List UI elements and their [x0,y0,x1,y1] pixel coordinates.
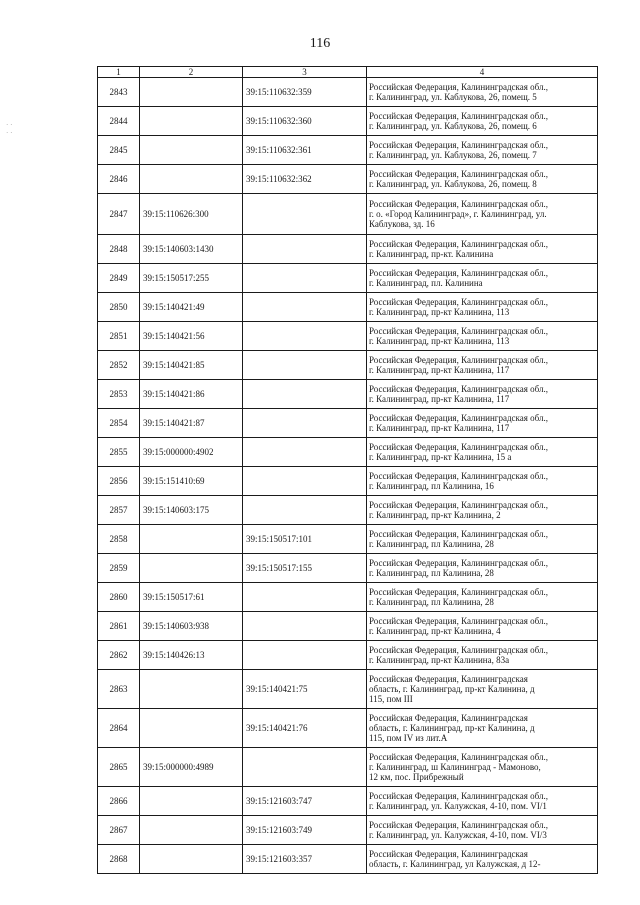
address: Российская Федерация, Калининградская обл., г. Калининград, пл Калинина, 16 [367,467,598,496]
cadastral-number-col3: 39:15:110632:360 [243,107,367,136]
cadastral-number-col2 [140,554,243,583]
cadastral-number-col2 [140,845,243,874]
cadastral-number-col2: 39:15:140603:1430 [140,235,243,264]
cadastral-number-col3 [243,194,367,235]
address: Российская Федерация, Калининградская обл., г. Калининград, пл Калинина, 28 [367,525,598,554]
cadastral-number-col2 [140,136,243,165]
table-row [98,583,598,612]
address: Российская Федерация, Калининградская область, г. Калининград, пр-кт Калинина, д 115, пом III [367,670,598,709]
cadastral-number-col2: 39:15:140421:87 [140,409,243,438]
header-row [98,67,598,78]
row-number: 2861 [98,612,140,641]
table-row [98,293,598,322]
table-row [98,438,598,467]
cadastral-number-col2: 39:15:140421:86 [140,380,243,409]
row-number: 2864 [98,709,140,748]
table-row [98,467,598,496]
row-number: 2846 [98,165,140,194]
cadastral-number-col3: 39:15:110632:361 [243,136,367,165]
row-number: 2854 [98,409,140,438]
table-row [98,235,598,264]
table-row [98,194,598,235]
table-row [98,380,598,409]
cadastral-number-col2 [140,816,243,845]
cadastral-number-col3 [243,380,367,409]
address: Российская Федерация, Калининградская обл., г. Калининград, пр-кт Калинина, 113 [367,322,598,351]
table-row [98,322,598,351]
cadastral-number-col2 [140,709,243,748]
address: Российская Федерация, Калининградская обл., г. о. «Город Калининград», г. Калининград, ул. Каблукова, зд. 16 [367,194,598,235]
row-number: 2859 [98,554,140,583]
cadastral-number-col2 [140,525,243,554]
table-row [98,612,598,641]
address: Российская Федерация, Калининградская обл., г. Калининград, ул. Калужская, 4-10, пом. VI/1 [367,787,598,816]
address: Российская Федерация, Калининградская обл., г. Калининград, пр-кт Калинина, 83а [367,641,598,670]
register-table [97,66,598,874]
cadastral-number-col2: 39:15:140426:13 [140,641,243,670]
table-row [98,264,598,293]
row-number: 2844 [98,107,140,136]
table-row [98,409,598,438]
table-row [98,525,598,554]
cadastral-number-col3 [243,641,367,670]
cadastral-number-col3: 39:15:121603:357 [243,845,367,874]
cadastral-number-col3: 39:15:140421:75 [243,670,367,709]
address: Российская Федерация, Калининградская область, г. Калининград, ул Калужская, д 12- [367,845,598,874]
cadastral-number-col2: 39:15:140421:49 [140,293,243,322]
address: Российская Федерация, Калининградская обл., г. Калининград, пр-кт Калинина, 117 [367,351,598,380]
header-col-2: 2 [140,67,243,78]
row-number: 2852 [98,351,140,380]
row-number: 2853 [98,380,140,409]
cadastral-number-col2: 39:15:000000:4989 [140,748,243,787]
table-row [98,787,598,816]
row-number: 2857 [98,496,140,525]
cadastral-number-col3: 39:15:110632:359 [243,78,367,107]
address: Российская Федерация, Калининградская обл., г. Калининград, ул. Каблукова, 26, помещ. 8 [367,165,598,194]
cadastral-number-col2 [140,165,243,194]
cadastral-number-col2: 39:15:140603:175 [140,496,243,525]
address: Российская Федерация, Калининградская обл., г. Калининград, пл Калинина, 28 [367,554,598,583]
cadastral-number-col3: 39:15:121603:747 [243,787,367,816]
cadastral-number-col2 [140,787,243,816]
row-number: 2858 [98,525,140,554]
cadastral-number-col2 [140,78,243,107]
cadastral-number-col2: 39:15:000000:4902 [140,438,243,467]
cadastral-number-col3 [243,322,367,351]
row-number: 2848 [98,235,140,264]
cadastral-number-col2: 39:15:140421:56 [140,322,243,351]
address: Российская Федерация, Калининградская обл., г. Калининград, пл Калинина, 28 [367,583,598,612]
table-row [98,748,598,787]
cadastral-number-col3 [243,496,367,525]
cadastral-number-col2: 39:15:151410:69 [140,467,243,496]
row-number: 2865 [98,748,140,787]
cadastral-number-col2 [140,107,243,136]
row-number: 2860 [98,583,140,612]
row-number: 2856 [98,467,140,496]
row-number: 2867 [98,816,140,845]
address: Российская Федерация, Калининградская обл., г. Калининград, ул. Каблукова, 26, помещ. 5 [367,78,598,107]
address: Российская Федерация, Калининградская обл., г. Калининград, пр-кт Калинина, 117 [367,409,598,438]
cadastral-number-col3 [243,583,367,612]
address: Российская Федерация, Калининградская обл., г. Калининград, пр-кт Калинина, 2 [367,496,598,525]
table-row [98,351,598,380]
table-row [98,78,598,107]
cadastral-number-col3: 39:15:110632:362 [243,165,367,194]
table-row [98,136,598,165]
page-number: 116 [309,36,331,51]
cadastral-number-col3: 39:15:150517:101 [243,525,367,554]
address: Российская Федерация, Калининградская обл., г. Калининград, пл. Калинина [367,264,598,293]
cadastral-number-col3 [243,235,367,264]
cadastral-number-col3: 39:15:121603:749 [243,816,367,845]
table-row [98,670,598,709]
cadastral-number-col3: 39:15:150517:155 [243,554,367,583]
table-row [98,554,598,583]
address: Российская Федерация, Калининградская обл., г. Калининград, ш Калининград - Мамоново, 12 км, пос. Прибрежный [367,748,598,787]
cadastral-number-col3 [243,748,367,787]
cadastral-number-col3 [243,264,367,293]
cadastral-number-col3 [243,612,367,641]
cadastral-number-col3 [243,351,367,380]
row-number: 2845 [98,136,140,165]
cadastral-number-col3 [243,293,367,322]
row-number: 2847 [98,194,140,235]
cadastral-number-col3 [243,409,367,438]
table-row [98,845,598,874]
row-number: 2855 [98,438,140,467]
cadastral-number-col2: 39:15:150517:255 [140,264,243,293]
header-col-3: 3 [243,67,367,78]
table-row [98,641,598,670]
cadastral-number-col2: 39:15:110626:300 [140,194,243,235]
cadastral-number-col2: 39:15:140421:85 [140,351,243,380]
margin-mark: · · · · [6,121,13,137]
header-col-1: 1 [98,67,140,78]
table-row [98,107,598,136]
row-number: 2868 [98,845,140,874]
address: Российская Федерация, Калининградская обл., г. Калининград, пр-кт. Калинина [367,235,598,264]
table-row [98,496,598,525]
table-row [98,709,598,748]
row-number: 2862 [98,641,140,670]
row-number: 2850 [98,293,140,322]
row-number: 2866 [98,787,140,816]
address: Российская Федерация, Калининградская обл., г. Калининград, пр-кт Калинина, 4 [367,612,598,641]
address: Российская Федерация, Калининградская обл., г. Калининград, ул. Калужская, 4-10, пом. VI/3 [367,816,598,845]
address: Российская Федерация, Калининградская область, г. Калининград, пр-кт Калинина, д 115, пом IV из лит.А [367,709,598,748]
table-row [98,816,598,845]
cadastral-number-col2: 39:15:140603:938 [140,612,243,641]
address: Российская Федерация, Калининградская обл., г. Калининград, пр-кт Калинина, 113 [367,293,598,322]
address: Российская Федерация, Калининградская обл., г. Калининград, пр-кт Калинина, 117 [367,380,598,409]
row-number: 2851 [98,322,140,351]
cadastral-number-col2 [140,670,243,709]
header-col-4: 4 [367,67,598,78]
row-number: 2843 [98,78,140,107]
table-row [98,165,598,194]
cadastral-number-col3 [243,467,367,496]
address: Российская Федерация, Калининградская обл., г. Калининград, пр-кт Калинина, 15 а [367,438,598,467]
cadastral-number-col3: 39:15:140421:76 [243,709,367,748]
cadastral-number-col2: 39:15:150517:61 [140,583,243,612]
address: Российская Федерация, Калининградская обл., г. Калининград, ул. Каблукова, 26, помещ. 6 [367,107,598,136]
row-number: 2863 [98,670,140,709]
row-number: 2849 [98,264,140,293]
address: Российская Федерация, Калининградская обл., г. Калининград, ул. Каблукова, 26, помещ. 7 [367,136,598,165]
cadastral-number-col3 [243,438,367,467]
